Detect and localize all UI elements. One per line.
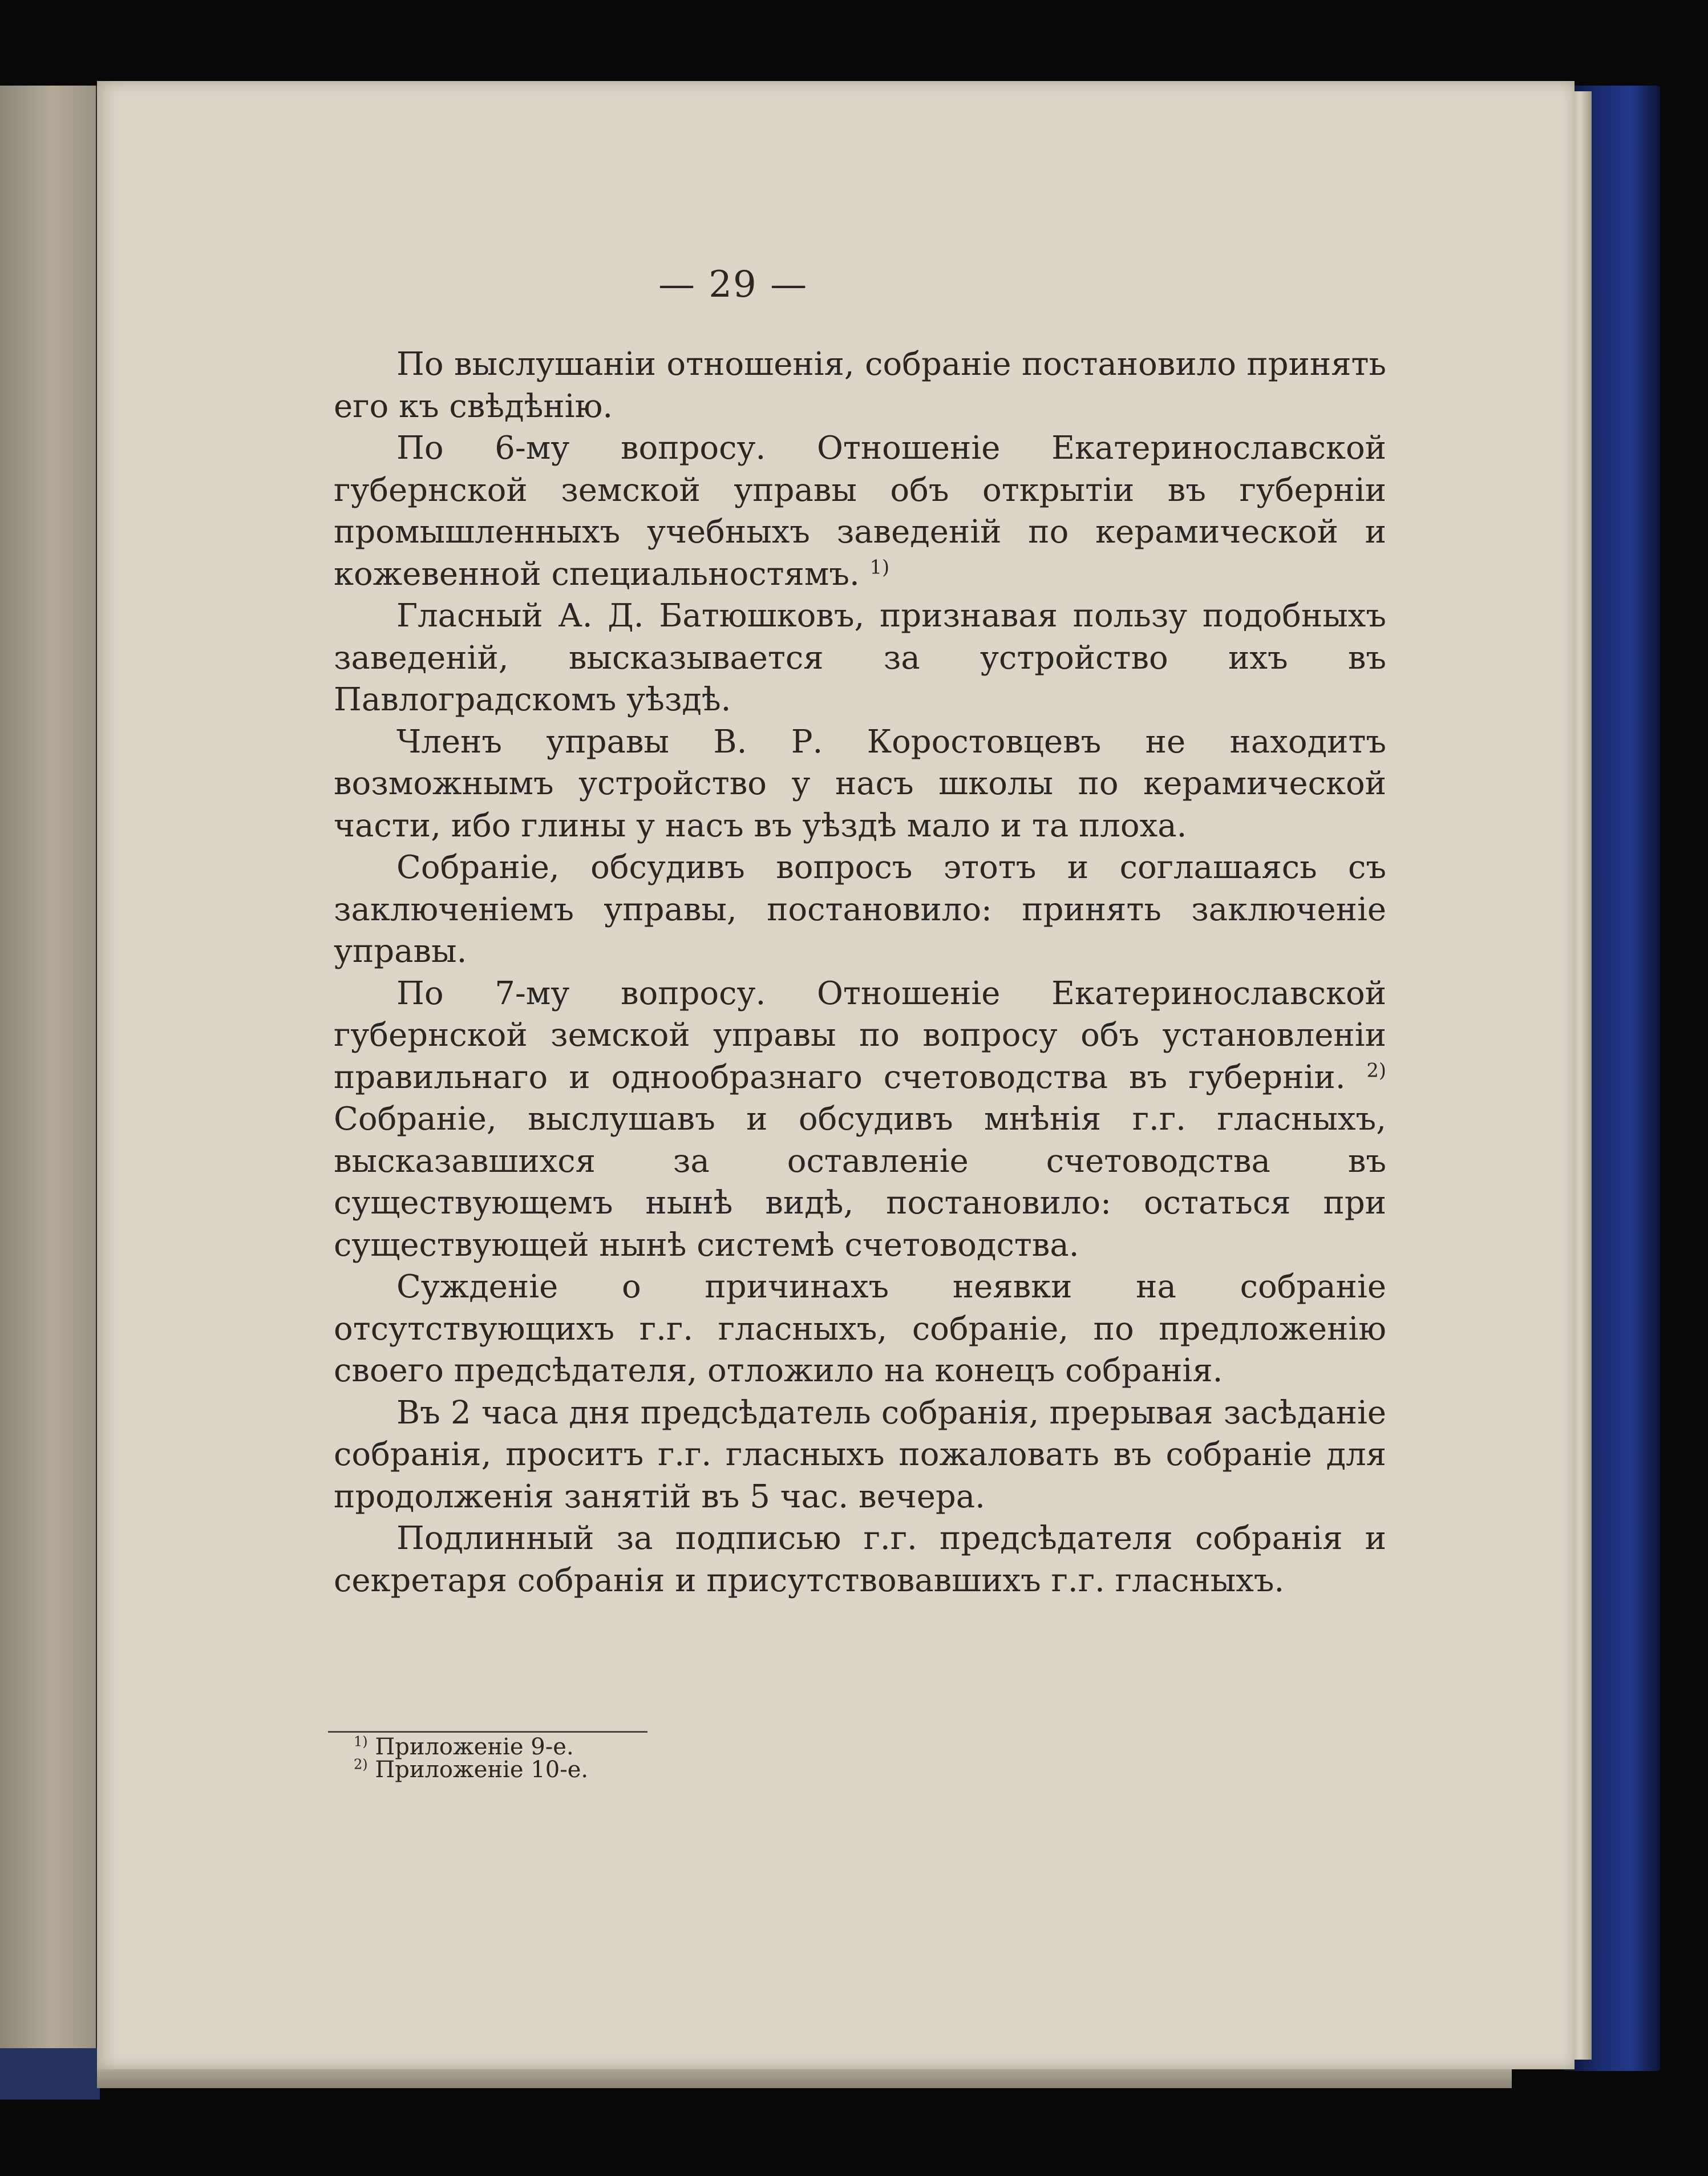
paragraph-6-text-before: По 7-му вопросу. Отношеніе Екатеринославской губернской земской управы по вопросу объ установленіи правильнаго и однообразнаго счетоводства въ губерніи. [334,974,1386,1096]
paragraph-6 [334,973,1386,1267]
paragraph-9-text: Подлинный за подписью г.г. предсѣдателя собранія и секретаря собранія и присутствовавшихъ г.г. гласныхъ. [334,1520,1386,1599]
paragraph-5-text: Собраніе, обсудивъ вопросъ этотъ и соглашаясь съ заключеніемъ управы, постановило: принять заключеніе управы. [334,849,1386,970]
paragraph-3-text: Гласный А. Д. Батюшковъ, признавая пользу подобныхъ заведеній, высказывается за устройство ихъ въ Павлоградскомъ уѣздѣ. [334,597,1386,718]
footnote-1 [354,1733,588,1760]
paragraph-5 [334,847,1386,973]
book-page [97,81,1575,2069]
paragraph-8-text: Въ 2 часа дня предсѣдатель собранія, прерывая засѣданіе собранія, проситъ г.г. гласныхъ пожаловать въ собраніе для продолженія занятій въ 5 час. вечера. [334,1394,1386,1515]
footnote-2-mark: 2) [354,1756,368,1773]
paragraph-9 [334,1518,1386,1601]
paragraph-1-text: По выслушаніи отношенія, собраніе постановило принять его къ свѣдѣнію. [334,346,1386,425]
page-number: — 29 — [658,264,808,306]
footnote-divider [328,1731,647,1733]
paragraph-4-text: Членъ управы В. Р. Коростовцевъ не находитъ возможнымъ устройство у насъ школы по керамической части, ибо глины у насъ въ уѣздѣ мало и та плоха. [334,723,1386,844]
paragraph-8 [334,1392,1386,1518]
paragraph-2 [334,427,1386,595]
left-page-edge [0,86,99,2065]
paragraph-3 [334,595,1386,721]
body-text [334,343,1386,1601]
paragraph-4 [334,721,1386,847]
footnote-1-mark: 1) [354,1733,368,1750]
paragraph-6-text-after: Собраніе, выслушавъ и обсудивъ мнѣнія г.г. гласныхъ, высказавшихся за оставленіе счетоводства въ существующемъ нынѣ видѣ, постановило: остаться при существующей нынѣ системѣ счетоводства. [334,1101,1386,1264]
footnote-ref-2: 2) [1366,1058,1386,1081]
footnote-2 [354,1758,588,1781]
paragraph-2-text: По 6-му вопросу. Отношеніе Екатеринославской губернской земской управы объ открытіи въ губерніи промышленныхъ учебныхъ заведеній по керамической и кожевенной специальностямъ. [334,430,1386,593]
footnote-2-text: Приложеніе 10-е. [375,1757,589,1783]
footnote-ref-1: 1) [869,555,890,578]
left-cover-corner [0,2048,100,2100]
footnote-1-text: Приложеніе 9-е. [375,1734,574,1760]
paragraph-7-text: Сужденіе о причинахъ неявки на собраніе отсутствующихъ г.г. гласныхъ, собраніе, по предложенію своего предсѣдателя, отложило на конецъ собранія. [334,1268,1386,1389]
paragraph-7 [334,1266,1386,1392]
footnotes [354,1733,589,1783]
paragraph-1 [334,343,1386,427]
